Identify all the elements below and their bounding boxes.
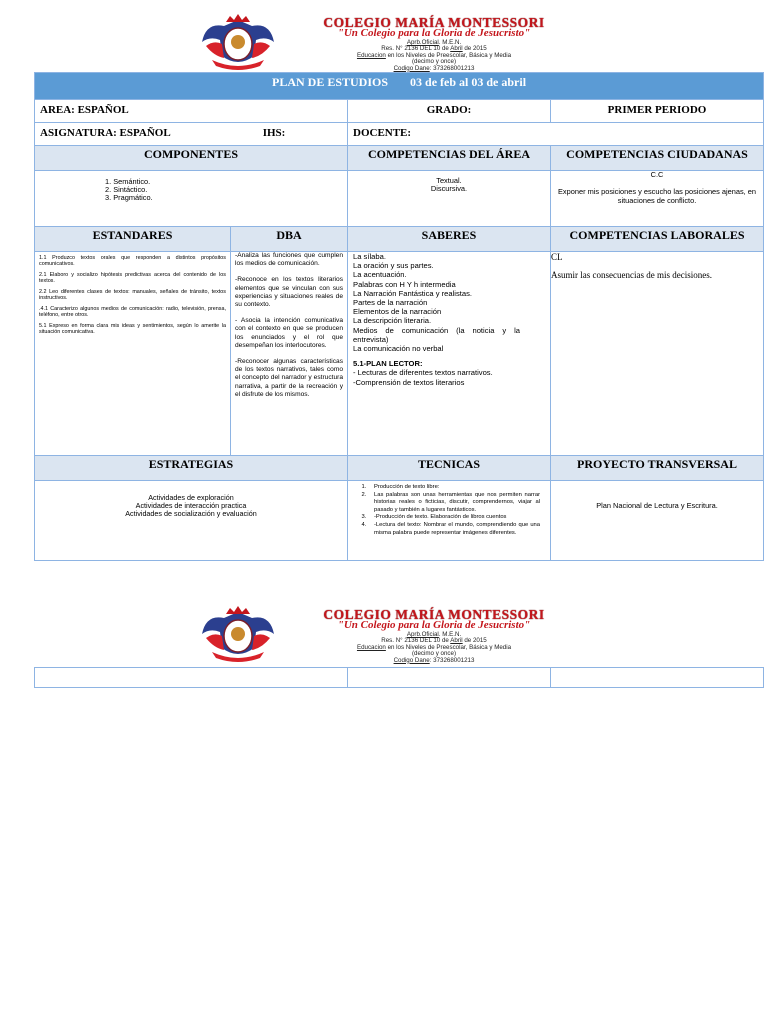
study-plan-table xyxy=(34,72,764,561)
proyecto-text: Plan Nacional de Lectura y Escritura. xyxy=(551,481,764,561)
list-item: La comunicación no verbal xyxy=(353,344,444,354)
dba-header: DBA xyxy=(231,227,348,252)
list-item: - Asocia la intención comunicativa con el contexto en que se producen los enunciados y el rol que desempeñan los interlocutores. xyxy=(235,317,343,349)
competencias-laborales-cell xyxy=(551,252,764,456)
school-crest-icon xyxy=(196,12,280,72)
school-name: COLEGIO MARÍA MONTESSORI xyxy=(323,15,545,30)
list-item: Partes de la narración xyxy=(353,298,428,308)
competencias-ciudadanas-cell xyxy=(551,171,764,227)
plan-title: PLAN DE ESTUDIOS xyxy=(272,75,389,89)
school-header-repeat xyxy=(196,604,596,668)
list-item: - Lecturas de diferentes textos narrativos. xyxy=(353,368,493,378)
list-item: .4.1 Caracterizo algunos medios de comunicación: radio, televisión, prensa, teléfono, entre otros. xyxy=(39,306,226,318)
empty-cell xyxy=(348,668,551,688)
school-motto: "Un Colegio para la Gloria de Jesucristo" xyxy=(337,27,531,39)
list-item: 4. -Lectura del texto: Nombrar el mundo, comprendiendo que una misma palabra puede representar imágenes diferentes. xyxy=(368,522,540,537)
list-item: 2.1 Elaboro y socializo hipótesis predictivas acerca del contenido de los textos. xyxy=(39,272,226,284)
list-item: Actividades de exploración xyxy=(148,493,234,502)
list-item: Discursiva. xyxy=(430,184,468,194)
school-name: COLEGIO MARÍA MONTESSORI xyxy=(323,607,545,622)
list-item: 3. -Producción de texto. Elaboración de libros cuentos xyxy=(368,514,540,522)
asignatura-cell xyxy=(35,123,348,146)
saberes-header: SABERES xyxy=(348,227,551,252)
list-item: Medios de comunicación (la noticia y la entrevista) xyxy=(353,325,520,344)
school-meta: Aprb.Oficial. M.E.N. Res. N° 2136 DEL 10 de Abril de 2015 Educacion en los Niveles de Preescolar, Básica y Media (decimo y once) Codigo Dane: 373268001213 xyxy=(356,39,512,72)
list-item: 5.1 Expreso en forma clara mis ideas y sentimientos, según lo amerite la situación comunicativa. xyxy=(39,323,226,335)
grado-label: GRADO: xyxy=(348,100,551,123)
cl-text: Asumir las consecuencias de mis decisiones. xyxy=(551,270,712,280)
school-meta: Aprb.Oficial. M.E.N. Res. N° 2136 DEL 10 de Abril de 2015 Educacion en los Niveles de Preescolar, Básica y Media (decimo y once) Codigo Dane: 373268001213 xyxy=(356,631,512,664)
list-item: La acentuación. xyxy=(353,270,407,280)
list-item: La oración y sus partes. xyxy=(353,261,434,271)
estandares-list xyxy=(35,252,231,456)
competencias-area-list xyxy=(348,171,551,227)
estrategias-list xyxy=(35,481,348,561)
plan-dates: 03 de feb al 03 de abril xyxy=(410,75,527,89)
componentes-list xyxy=(35,171,348,227)
list-item: 2. Las palabras son unas herramientas que nos permiten narrar historias reales o ficticias, discutir, comprendernos, viajar al pasado y también a lugares fantásticos. xyxy=(368,492,540,515)
periodo-label: PRIMER PERIODO xyxy=(551,100,764,123)
tecnicas-header: TECNICAS xyxy=(348,456,551,481)
list-item: 1. Producción de texto libre: xyxy=(368,484,540,492)
list-item: 2.2 Leo diferentes clases de textos: manuales, señales de tránsito, textos instructivos. xyxy=(39,289,226,301)
empty-cell xyxy=(551,668,764,688)
asignatura-label: ASIGNATURA: ESPAÑOL xyxy=(40,127,171,139)
school-motto: "Un Colegio para la Gloria de Jesucristo" xyxy=(337,619,531,631)
list-item: 1.1 Produzco textos orales que responden a distintos propósitos comunicativos. xyxy=(39,255,226,267)
list-item: 2. Sintáctico. xyxy=(105,185,148,194)
list-item: Textual. xyxy=(436,176,462,185)
list-item: -Reconoce en los textos literarios elementos que se vinculan con sus experiencias y situaciones reales de su contexto. xyxy=(235,276,343,309)
componentes-header: COMPONENTES xyxy=(35,146,348,171)
list-item: Palabras con H Y h intermedia xyxy=(353,279,456,289)
cc-code: C.C xyxy=(650,170,664,179)
list-item: -Analiza las funciones que cumplen los medios de comunicación. xyxy=(235,252,343,268)
competencias-area-header: COMPETENCIAS DEL ÁREA xyxy=(348,146,551,171)
cc-text: Exponer mis posiciones y escucho las posiciones ajenas, en situaciones de conflicto. xyxy=(558,187,757,205)
competencias-ciudadanas-header: COMPETENCIAS CIUDADANAS xyxy=(551,146,764,171)
list-item: La descripción literaria. xyxy=(353,316,432,326)
area-label: AREA: ESPAÑOL xyxy=(35,100,348,123)
competencias-laborales-header: COMPETENCIAS LABORALES xyxy=(551,227,764,252)
school-header xyxy=(196,12,596,76)
estrategias-header: ESTRATEGIAS xyxy=(35,456,348,481)
dba-list xyxy=(231,252,348,456)
ihs-label: IHS: xyxy=(262,127,286,139)
list-item: La sílaba. xyxy=(353,252,386,261)
cl-code: CL xyxy=(551,252,563,262)
list-item: Actividades de interacción practica xyxy=(135,501,247,510)
list-item: Actividades de socialización y evaluación xyxy=(125,509,257,518)
list-item: -Reconocer algunas características de los textos narrativos, tales como el concepto del narrador y estructura narrativa, a partir de la recreación y el disfrute de los mismos. xyxy=(235,358,343,398)
list-item: -Comprensión de textos literarios xyxy=(353,377,465,387)
plan-lector-title: 5.1-PLAN LECTOR: xyxy=(353,359,423,369)
list-item: 1. Semántico. xyxy=(105,177,151,186)
list-item: La Narración Fantástica y realistas. xyxy=(353,288,473,298)
proyecto-header: PROYECTO TRANSVERSAL xyxy=(551,456,764,481)
empty-cell xyxy=(35,668,348,688)
plan-banner xyxy=(35,73,764,100)
tecnicas-list xyxy=(348,481,551,561)
continuation-table xyxy=(34,667,764,688)
docente-label: DOCENTE: xyxy=(348,123,764,146)
saberes-list xyxy=(348,252,551,456)
list-item: Elementos de la narración xyxy=(353,307,442,317)
school-crest-icon xyxy=(196,604,280,664)
list-item: 3. Pragmático. xyxy=(105,193,153,202)
estandares-header: ESTANDARES xyxy=(35,227,231,252)
